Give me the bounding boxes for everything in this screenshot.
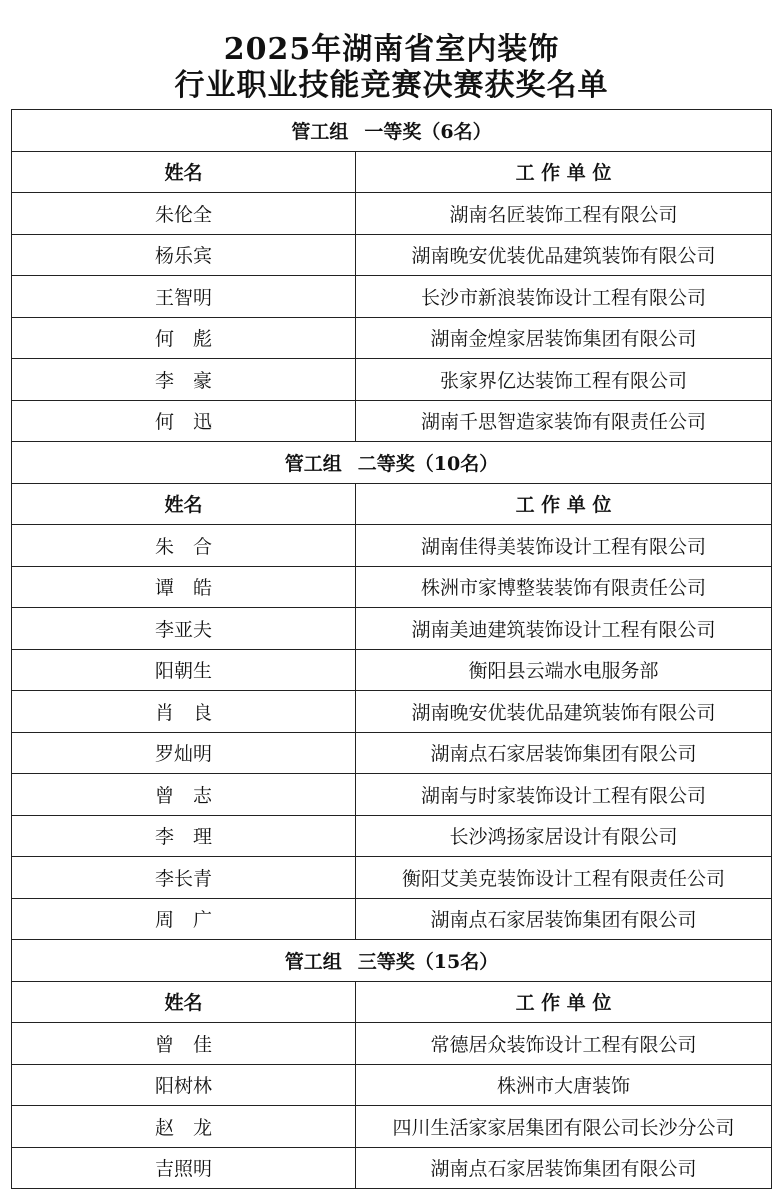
table-row: [12, 525, 772, 567]
winner-name: 王智明: [12, 276, 356, 318]
winner-name: 谭 皓: [12, 566, 356, 608]
work-unit: 湖南与时家装饰设计工程有限公司: [356, 774, 772, 816]
column-header-row: [12, 483, 772, 525]
column-header-name: 姓名: [12, 981, 356, 1023]
work-unit: 衡阳县云端水电服务部: [356, 649, 772, 691]
work-unit: 湖南点石家居装饰集团有限公司: [356, 1147, 772, 1189]
table-row: [12, 1147, 772, 1189]
winner-name: 阳朝生: [12, 649, 356, 691]
award-table: [11, 109, 772, 1189]
winner-name: 曾 佳: [12, 1023, 356, 1065]
work-unit: 湖南晚安优装优品建筑装饰有限公司: [356, 691, 772, 733]
column-header-unit: 工 作 单 位: [356, 151, 772, 193]
winner-name: 杨乐宾: [12, 234, 356, 276]
work-unit: 湖南佳得美装饰设计工程有限公司: [356, 525, 772, 567]
section-title: [12, 442, 772, 484]
table-row: [12, 1023, 772, 1065]
work-unit: 湖南晚安优装优品建筑装饰有限公司: [356, 234, 772, 276]
work-unit: 张家界亿达装饰工程有限公司: [356, 359, 772, 401]
winner-name: 朱伦全: [12, 193, 356, 235]
work-unit: 湖南点石家居装饰集团有限公司: [356, 732, 772, 774]
work-unit: 四川生活家家居集团有限公司长沙分公司: [356, 1106, 772, 1148]
winner-name: 何 彪: [12, 317, 356, 359]
winner-name: 曾 志: [12, 774, 356, 816]
table-row: [12, 234, 772, 276]
winner-name: 肖 良: [12, 691, 356, 733]
winner-name: 赵 龙: [12, 1106, 356, 1148]
winner-name: 吉照明: [12, 1147, 356, 1189]
table-row: [12, 649, 772, 691]
work-unit: 湖南名匠装饰工程有限公司: [356, 193, 772, 235]
winner-name: 李亚夫: [12, 608, 356, 650]
table-row: [12, 898, 772, 940]
section-header-row: [12, 442, 772, 484]
table-row: [12, 774, 772, 816]
work-unit: 常德居众装饰设计工程有限公司: [356, 1023, 772, 1065]
work-unit: 株洲市大唐装饰: [356, 1064, 772, 1106]
section-award: 三等奖（15名）: [357, 950, 499, 973]
section-title: [12, 110, 772, 152]
table-row: [12, 691, 772, 733]
winner-name: 周 广: [12, 898, 356, 940]
table-row: [12, 317, 772, 359]
winner-name: 阳树林: [12, 1064, 356, 1106]
table-row: [12, 566, 772, 608]
work-unit: 株洲市家博整装装饰有限责任公司: [356, 566, 772, 608]
column-header-row: [12, 151, 772, 193]
table-row: [12, 193, 772, 235]
winner-name: 罗灿明: [12, 732, 356, 774]
winner-name: 李 豪: [12, 359, 356, 401]
table-row: [12, 276, 772, 318]
section-title: [12, 940, 772, 982]
table-row: [12, 608, 772, 650]
work-unit: 长沙市新浪装饰设计工程有限公司: [356, 276, 772, 318]
table-row: [12, 815, 772, 857]
section-header-row: [12, 110, 772, 152]
table-row: [12, 1106, 772, 1148]
work-unit: 衡阳艾美克装饰设计工程有限责任公司: [356, 857, 772, 899]
winner-name: 朱 合: [12, 525, 356, 567]
table-row: [12, 359, 772, 401]
table-row: [12, 400, 772, 442]
table-row: [12, 1064, 772, 1106]
column-header-name: 姓名: [12, 483, 356, 525]
column-header-unit: 工 作 单 位: [356, 981, 772, 1023]
table-row: [12, 857, 772, 899]
work-unit: 湖南点石家居装饰集团有限公司: [356, 898, 772, 940]
table-row: [12, 732, 772, 774]
section-group: 管工组: [284, 950, 342, 973]
column-header-unit: 工 作 单 位: [356, 483, 772, 525]
section-award: 一等奖（6名）: [364, 120, 492, 143]
work-unit: 湖南金煌家居装饰集团有限公司: [356, 317, 772, 359]
column-header-name: 姓名: [12, 151, 356, 193]
document-title-line-1: 2025年湖南省室内装饰: [223, 32, 560, 67]
winner-name: 何 迅: [12, 400, 356, 442]
document-title-line-2: 行业职业技能竞赛决赛获奖名单: [174, 68, 609, 103]
section-group: 管工组: [291, 120, 349, 143]
work-unit: 长沙鸿扬家居设计有限公司: [356, 815, 772, 857]
column-header-row: [12, 981, 772, 1023]
section-header-row: [12, 940, 772, 982]
winner-name: 李长青: [12, 857, 356, 899]
work-unit: 湖南千思智造家装饰有限责任公司: [356, 400, 772, 442]
section-award: 二等奖（10名）: [357, 452, 499, 475]
work-unit: 湖南美迪建筑装饰设计工程有限公司: [356, 608, 772, 650]
winner-name: 李 理: [12, 815, 356, 857]
section-group: 管工组: [284, 452, 342, 475]
